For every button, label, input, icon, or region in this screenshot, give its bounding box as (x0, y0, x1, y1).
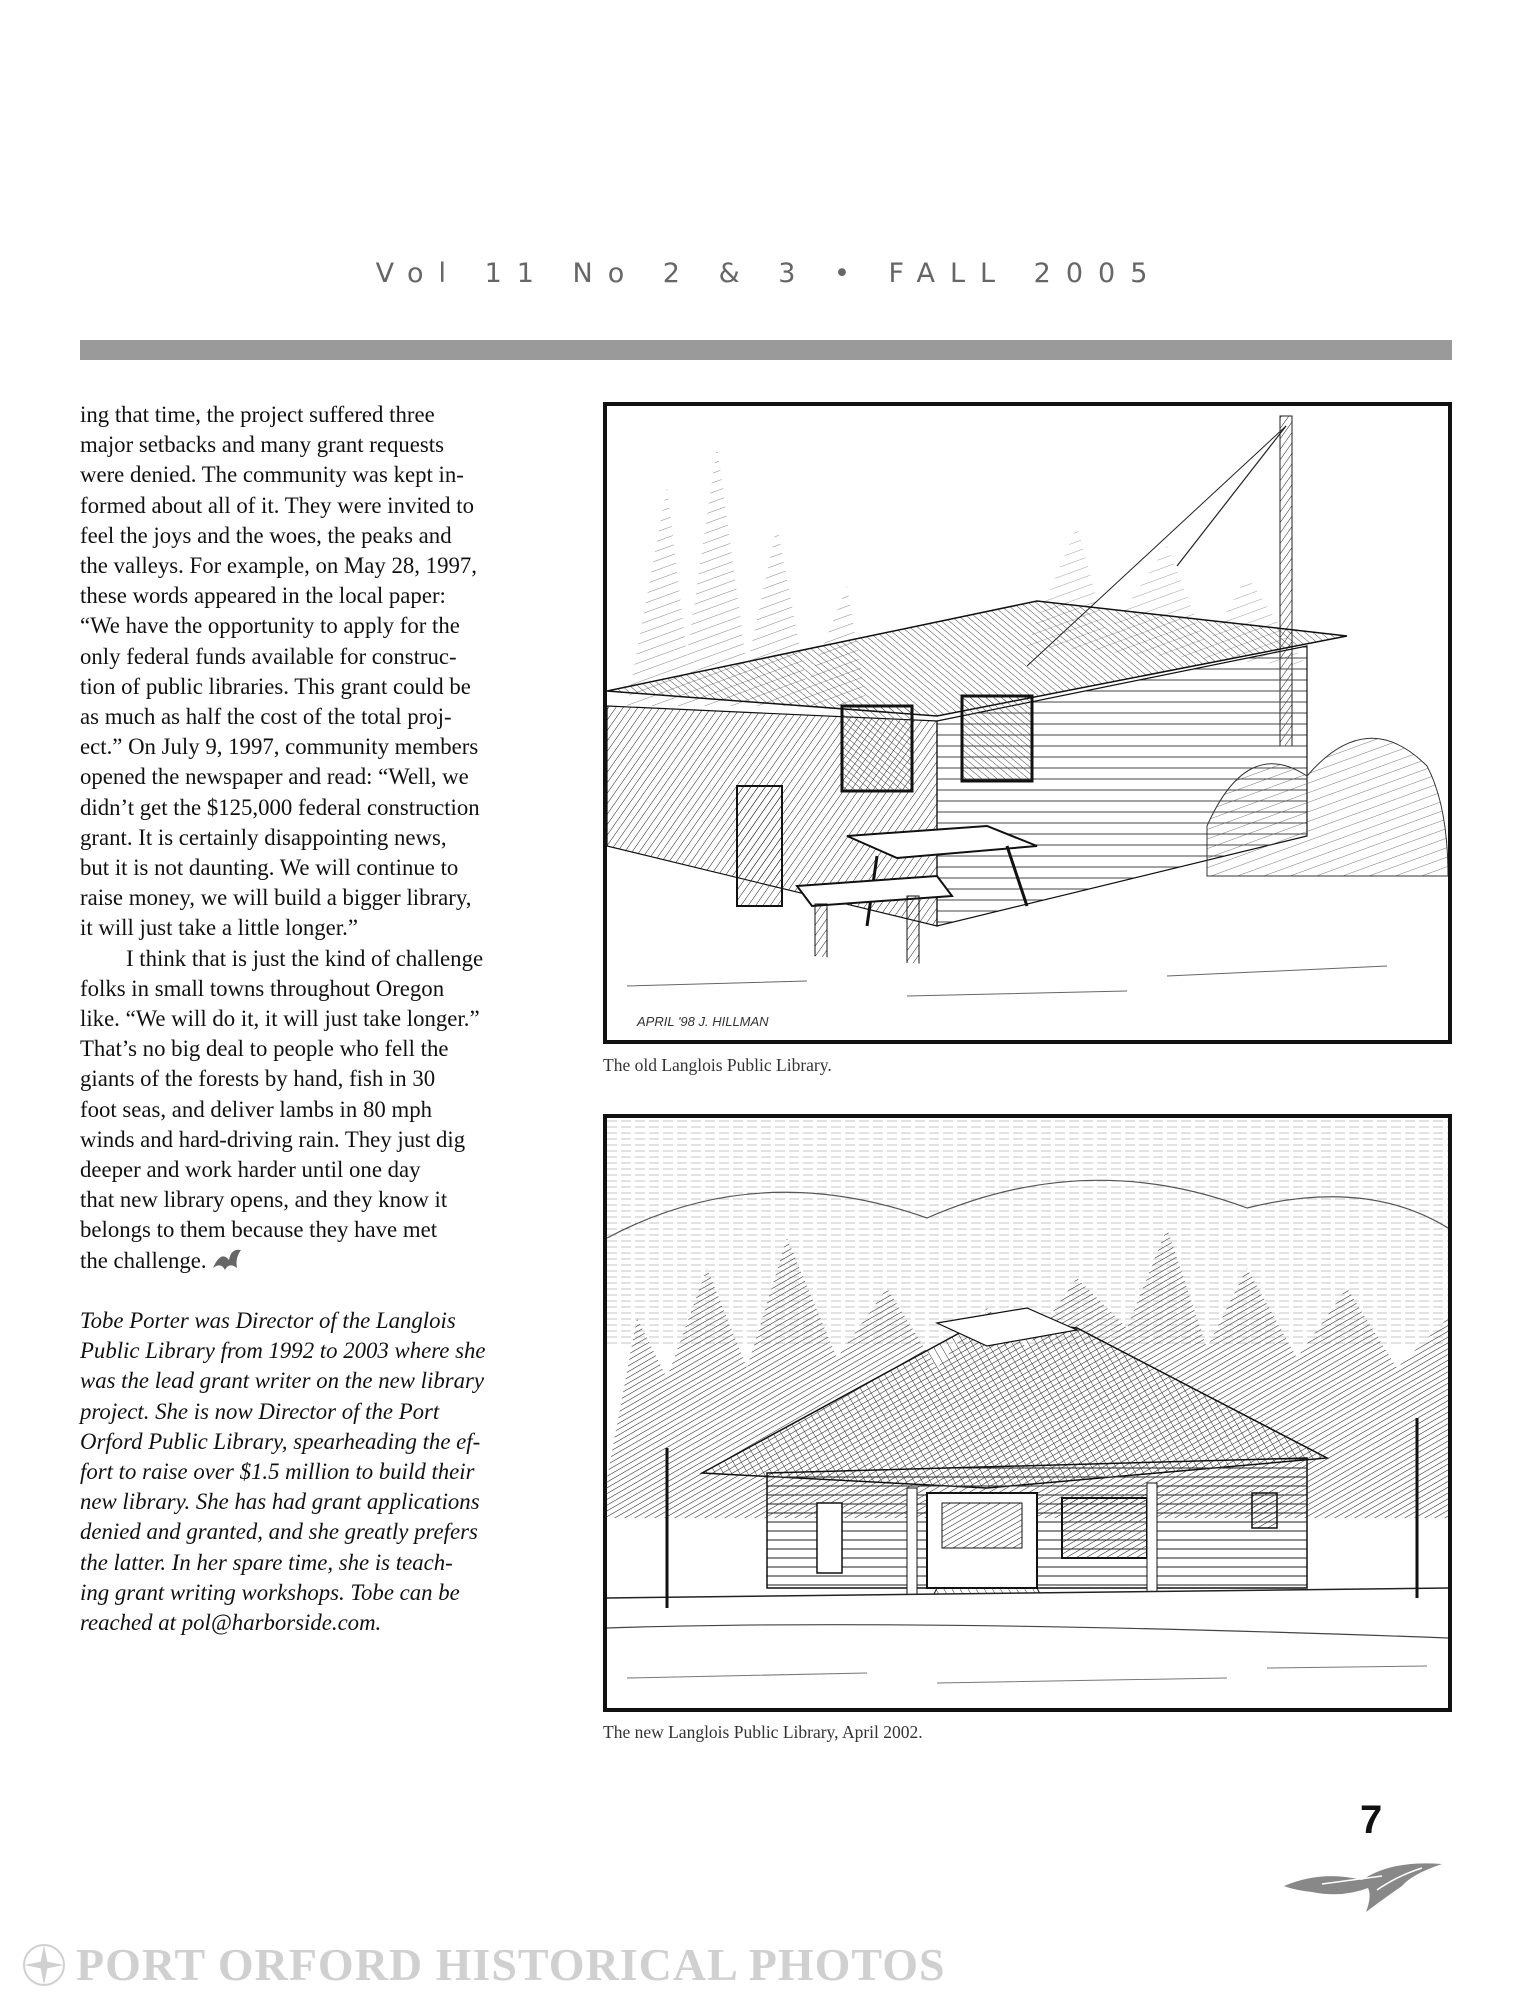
text-line: I think that is just the kind of challenge (126, 945, 484, 971)
text-line: didn’t get the $125,000 federal construction (80, 794, 480, 820)
page-number: 7 (1360, 1798, 1383, 1842)
old-library-sketch (603, 402, 1452, 1044)
text-line: like. “We will do it, it will just take longer.” (80, 1006, 480, 1032)
text-line: opened the newspaper and read: “Well, we (80, 764, 469, 790)
text-line: but it is not daunting. We will continue to (80, 855, 459, 881)
masthead: Vol 11 No 2 & 3 • FALL 2005 (375, 258, 1163, 289)
text-line: the challenge. (80, 1246, 570, 1276)
text-line: that new library opens, and they know it (80, 1187, 448, 1213)
text-line: were denied. The community was kept in- (80, 462, 464, 488)
text-line: the latter. In her spare time, she is teach- (80, 1549, 453, 1575)
text-line: “We have the opportunity to apply for the (80, 613, 460, 639)
text-line: tion of public libraries. This grant could be (80, 673, 471, 699)
text-line: project. She is now Director of the Port (80, 1398, 440, 1424)
text-line: belongs to them because they have met (80, 1217, 438, 1243)
text-line: winds and hard-driving rain. They just dig (80, 1126, 466, 1152)
text-line: it will just take a little longer.” (80, 915, 358, 941)
text-line: Tobe Porter was Director of the Langlois (80, 1307, 456, 1333)
article-paragraph-1 (80, 400, 570, 944)
text-line: these words appeared in the local paper: (80, 583, 446, 609)
text-line: Public Library from 1992 to 2003 where she (80, 1338, 486, 1364)
text-line: That’s no big deal to people who fell the (80, 1036, 449, 1062)
text-line: fort to raise over $1.5 million to build their (80, 1458, 475, 1484)
text-line: major setbacks and many grant requests (80, 432, 445, 458)
sketch-signature: APRIL '98 J. HILLMAN (637, 1014, 769, 1029)
feather-flourish-icon (1282, 1850, 1452, 1921)
leaf-flourish-icon (211, 1246, 245, 1272)
text-line: as much as half the cost of the total proj- (80, 704, 452, 730)
watermark-text: PORT ORFORD HISTORICAL PHOTOS (76, 1939, 946, 1990)
text-line: ing that time, the project suffered three (80, 402, 435, 427)
text-line: was the lead grant writer on the new library (80, 1368, 484, 1394)
text-line: feel the joys and the woes, the peaks and (80, 522, 452, 548)
caption-new-library: The new Langlois Public Library, April 2002. (603, 1722, 923, 1742)
text-line: giants of the forests by hand, fish in 30 (80, 1066, 436, 1092)
caption-old-library: The old Langlois Public Library. (603, 1055, 832, 1075)
text-line: raise money, we will build a bigger library, (80, 885, 472, 911)
text-line: only federal funds available for construc- (80, 643, 457, 669)
text-line: formed about all of it. They were invited to (80, 492, 474, 518)
text-line: ing grant writing workshops. Tobe can be (80, 1579, 460, 1605)
article-paragraph-2 (80, 944, 570, 1276)
text-line: reached at pol@harborside.com. (80, 1609, 382, 1635)
watermark (20, 1938, 946, 1991)
text-line: the valleys. For example, on May 28, 1997, (80, 553, 477, 579)
text-line: new library. She has had grant applications (80, 1489, 480, 1515)
compass-rose-icon (20, 1941, 68, 1989)
article-column (80, 400, 570, 1638)
text-line: denied and granted, and she greatly prefers (80, 1519, 478, 1545)
header-rule-bar (80, 340, 1452, 360)
text-line: Orford Public Library, spearheading the ef- (80, 1428, 481, 1454)
new-library-sketch (603, 1114, 1452, 1712)
text-line: deeper and work harder until one day (80, 1157, 421, 1183)
text-line: grant. It is certainly disappointing news, (80, 824, 447, 850)
text-line: foot seas, and deliver lambs in 80 mph (80, 1096, 433, 1122)
author-bio (80, 1306, 570, 1638)
text-line: folks in small towns throughout Oregon (80, 975, 445, 1001)
text-line: ect.” On July 9, 1997, community members (80, 734, 479, 760)
